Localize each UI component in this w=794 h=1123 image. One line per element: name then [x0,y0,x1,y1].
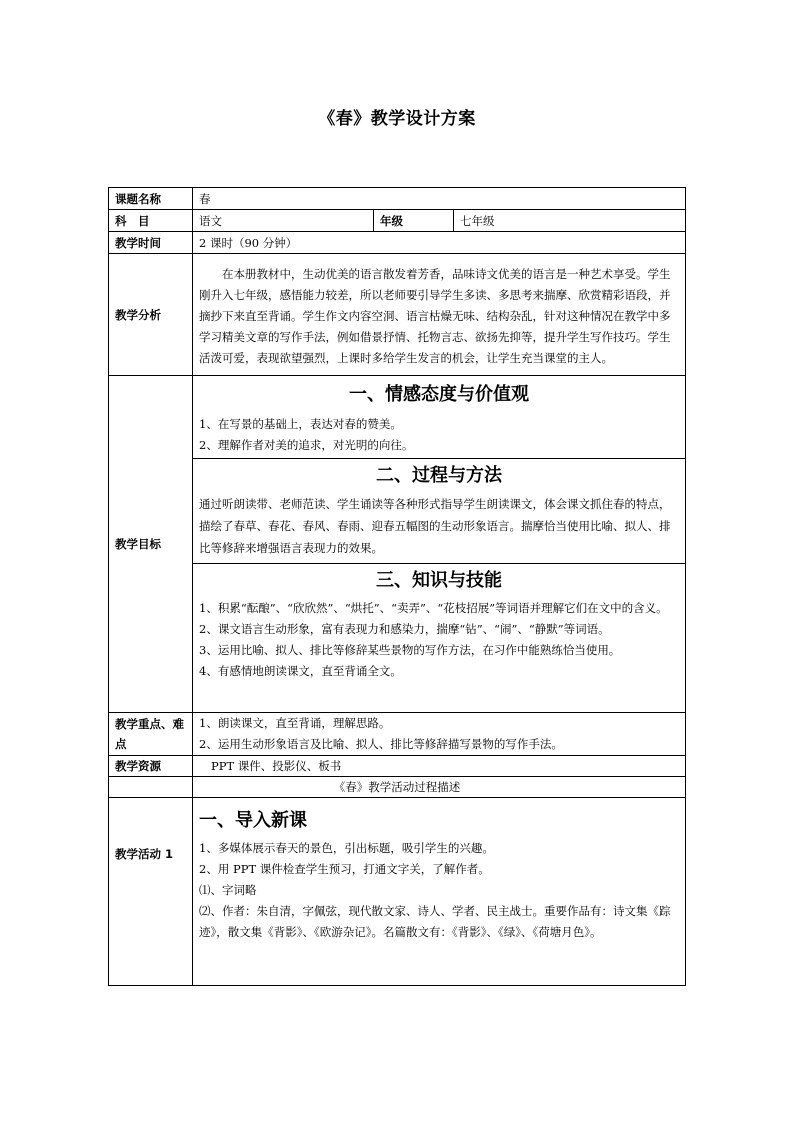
time-label: 教学时间 [109,232,193,254]
row-activity-1 [109,798,686,986]
analysis-cell [193,254,686,376]
subject-label: 科 目 [109,210,193,232]
analysis-label: 教学分析 [109,254,193,376]
row-analysis [109,254,686,376]
goals-s3-item: 4、有感情地朗读课文，直至背诵全文。 [199,664,402,678]
goals-s1-item: 1、在写景的基础上，表达对春的赞美。 [199,417,402,431]
goals-s3-item: 1、积累“酝酿”、“欣欣然”、“烘托”、“卖弄”、“花枝招展”等词语并理解它们在文中的含义。 [199,601,668,615]
grade-value: 七年级 [454,210,686,232]
row-resources [109,756,686,777]
analysis-text: 在本册教材中，生动优美的语言散发着芳香，品味诗文优美的语言是一种艺术享受。学生刚升入七年级，感悟能力较差，所以老师要引导学生多读、多思考来揣摩、欣赏精彩语段，并摘抄下来直至背诵。学生作文内容空洞、语言枯燥无味、结构杂乱，针对这种情况在教学中多学习精美文章的写作手法，例如借景抒情、托物言志、欲扬先抑等，提升学生写作技巧。学生活泼可爱，表现欲望强烈，上课时多给学生发言的机会，让学生充当课堂的主人。 [199,266,671,365]
activity1-item: ⑴、字词略 [199,883,257,897]
row-course [109,188,686,210]
document-title: 《春》教学设计方案 [318,109,476,129]
course-value: 春 [193,188,686,210]
time-value: 2 课时（90 分钟） [193,232,686,254]
keypoints-item: 2、运用生动形象语言及比喻、拟人、排比等修辞描写景物的写作手法。 [199,737,563,751]
goals-section-2-title: 二、过程与方法 [376,465,503,486]
activity1-item: ⑵、作者：朱自清，字佩弦，现代散文家、诗人、学者、民主战士。重要作品有：诗文集《踪迹》，散文集《背影》、《欧游杂记》。名篇散文有：《背影》、《绿》、《荷塘月色》。 [199,904,671,939]
activity1-title: 一、导入新课 [199,810,307,831]
row-subject [109,210,686,232]
activity-caption: 《春》教学活动过程描述 [193,777,686,798]
goals-section-1-title: 一、情感态度与价值观 [349,384,530,405]
course-label: 课题名称 [109,188,193,210]
goals-s2-text: 通过听朗读带、老师范读、学生诵读等各种形式指导学生朗读课文，体会课文抓住春的特点，描绘了春草、春花、春风、春雨、迎春五幅图的生动形象语言。揣摩恰当使用比喻、拟人、排比等修辞来增强语言表现力的效果。 [199,497,671,555]
goals-cell [193,376,686,713]
caption-empty-cell [109,777,193,798]
goals-section-2 [193,458,685,563]
row-activity-caption [109,777,686,798]
keypoints-label: 教学重点、难点 [109,713,193,756]
subject-value: 语文 [193,210,374,232]
grade-label: 年级 [374,210,454,232]
goals-label: 教学目标 [109,376,193,713]
goals-s1-item: 2、理解作者对美的追求，对光明的向往。 [199,438,414,452]
row-time [109,232,686,254]
activity1-item: 2、用 PPT 课件检查学生预习，打通文字关，了解作者。 [199,862,490,876]
activity1-item: 1、多媒体展示春天的景色，引出标题，吸引学生的兴趣。 [199,841,494,855]
row-goals [109,376,686,713]
resources-label: 教学资源 [109,756,193,777]
activity1-label: 教学活动 1 [109,798,193,986]
row-keypoints [109,713,686,756]
activity1-cell [193,798,686,986]
goals-section-3 [193,563,685,682]
lesson-plan-table [108,187,686,986]
goals-section-3-title: 三、知识与技能 [376,570,503,591]
keypoints-cell [193,713,686,756]
goals-s3-item: 2、课文语言生动形象，富有表现力和感染力，揣摩“钻”、“闹”、“静默”等词语。 [199,622,610,636]
keypoints-item: 1、朗读课文，直至背诵，理解思路。 [199,716,391,730]
resources-value: PPT 课件、投影仪、板书 [193,756,686,777]
goals-s3-item: 3、运用比喻、拟人、排比等修辞某些景物的写作方法，在习作中能熟练恰当使用。 [199,643,621,657]
